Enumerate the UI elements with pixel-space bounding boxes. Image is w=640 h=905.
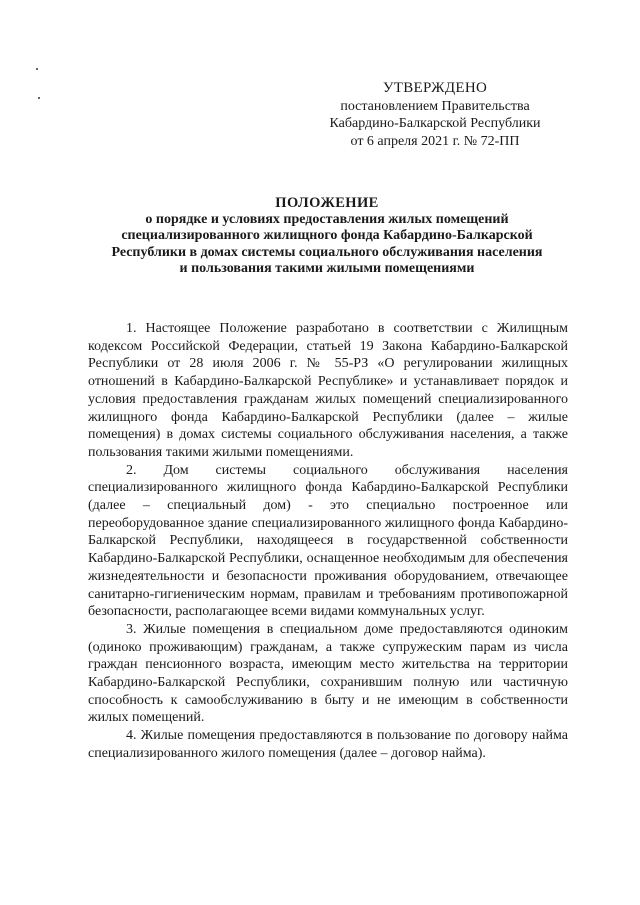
document-body	[88, 320, 568, 763]
paragraph-4: 4. Жилые помещения предоставляются в пользование по договору найма специализированного жилого помещения (далее – договор найма).	[88, 728, 568, 761]
approval-line-1: постановлением Правительства	[340, 98, 530, 114]
document-subtitle-line: о порядке и условиях предоставления жилых помещений	[145, 211, 509, 227]
document-subtitle-line: Республики в домах системы социального обслуживания населения	[111, 244, 543, 260]
paragraph-2: 2. Дом системы социального обслуживания населения специализированного жилищного фонда Кабардино-Балкарской Республики (далее – специальный дом) - это специально построенное или переоборудованное здание специализированного жилищного фонда Кабардино-Балкарской Республики, находящееся в государственной собственности Кабардино-Балкарской Республики, оснащенное необходимым для обеспечения жизнедеятельности и безопасности проживания оборудованием, отвечающее санитарно-гигиеническим нормам, правилам и требованиям противопожарной безопасности, располагающее всеми видами коммунальных услуг.	[88, 462, 568, 620]
approval-title: УТВЕРЖДЕНО	[382, 80, 488, 96]
approval-line-2: Кабардино-Балкарской Республики	[329, 116, 541, 131]
paragraph-3: 3. Жилые помещения в специальном доме предоставляются одиноким (одиноко проживающим) гражданам, а также супружеским парам из числа граждан пенсионного возраста, имеющим место жительства на территории Кабардино-Балкарской Республики, сохранившим полную или частичную способность к самообслуживанию в быту и не имеющим в собственности жилых помещений.	[88, 621, 568, 726]
document-subtitle-line: специализированного жилищного фонда Кабардино-Балкарской	[121, 228, 533, 244]
scan-artifact-dot	[38, 97, 40, 99]
scan-artifact-dot	[36, 68, 38, 70]
document-heading: ПОЛОЖЕНИЕ	[275, 195, 379, 211]
approval-stamp	[300, 80, 570, 150]
approval-line-3: от 6 апреля 2021 г. № 72-ПП	[350, 133, 520, 149]
document-title	[86, 195, 568, 278]
document-subtitle-line: и пользования такими жилыми помещениями	[179, 261, 475, 277]
paragraph-1: 1. Настоящее Положение разработано в соответствии с Жилищным кодексом Российской Федерации, статьей 19 Закона Кабардино-Балкарской Республики от 28 июля 2006 г. № 55-РЗ «О регулировании жилищных отношений в Кабардино-Балкарской Республике» и устанавливает порядок и условия предоставления гражданам жилых помещений специализированного жилищного фонда Кабардино-Балкарской Республики (далее – жилые помещения) в домах системы социального обслуживания населения, а также пользования такими жилыми помещениями.	[88, 321, 568, 460]
